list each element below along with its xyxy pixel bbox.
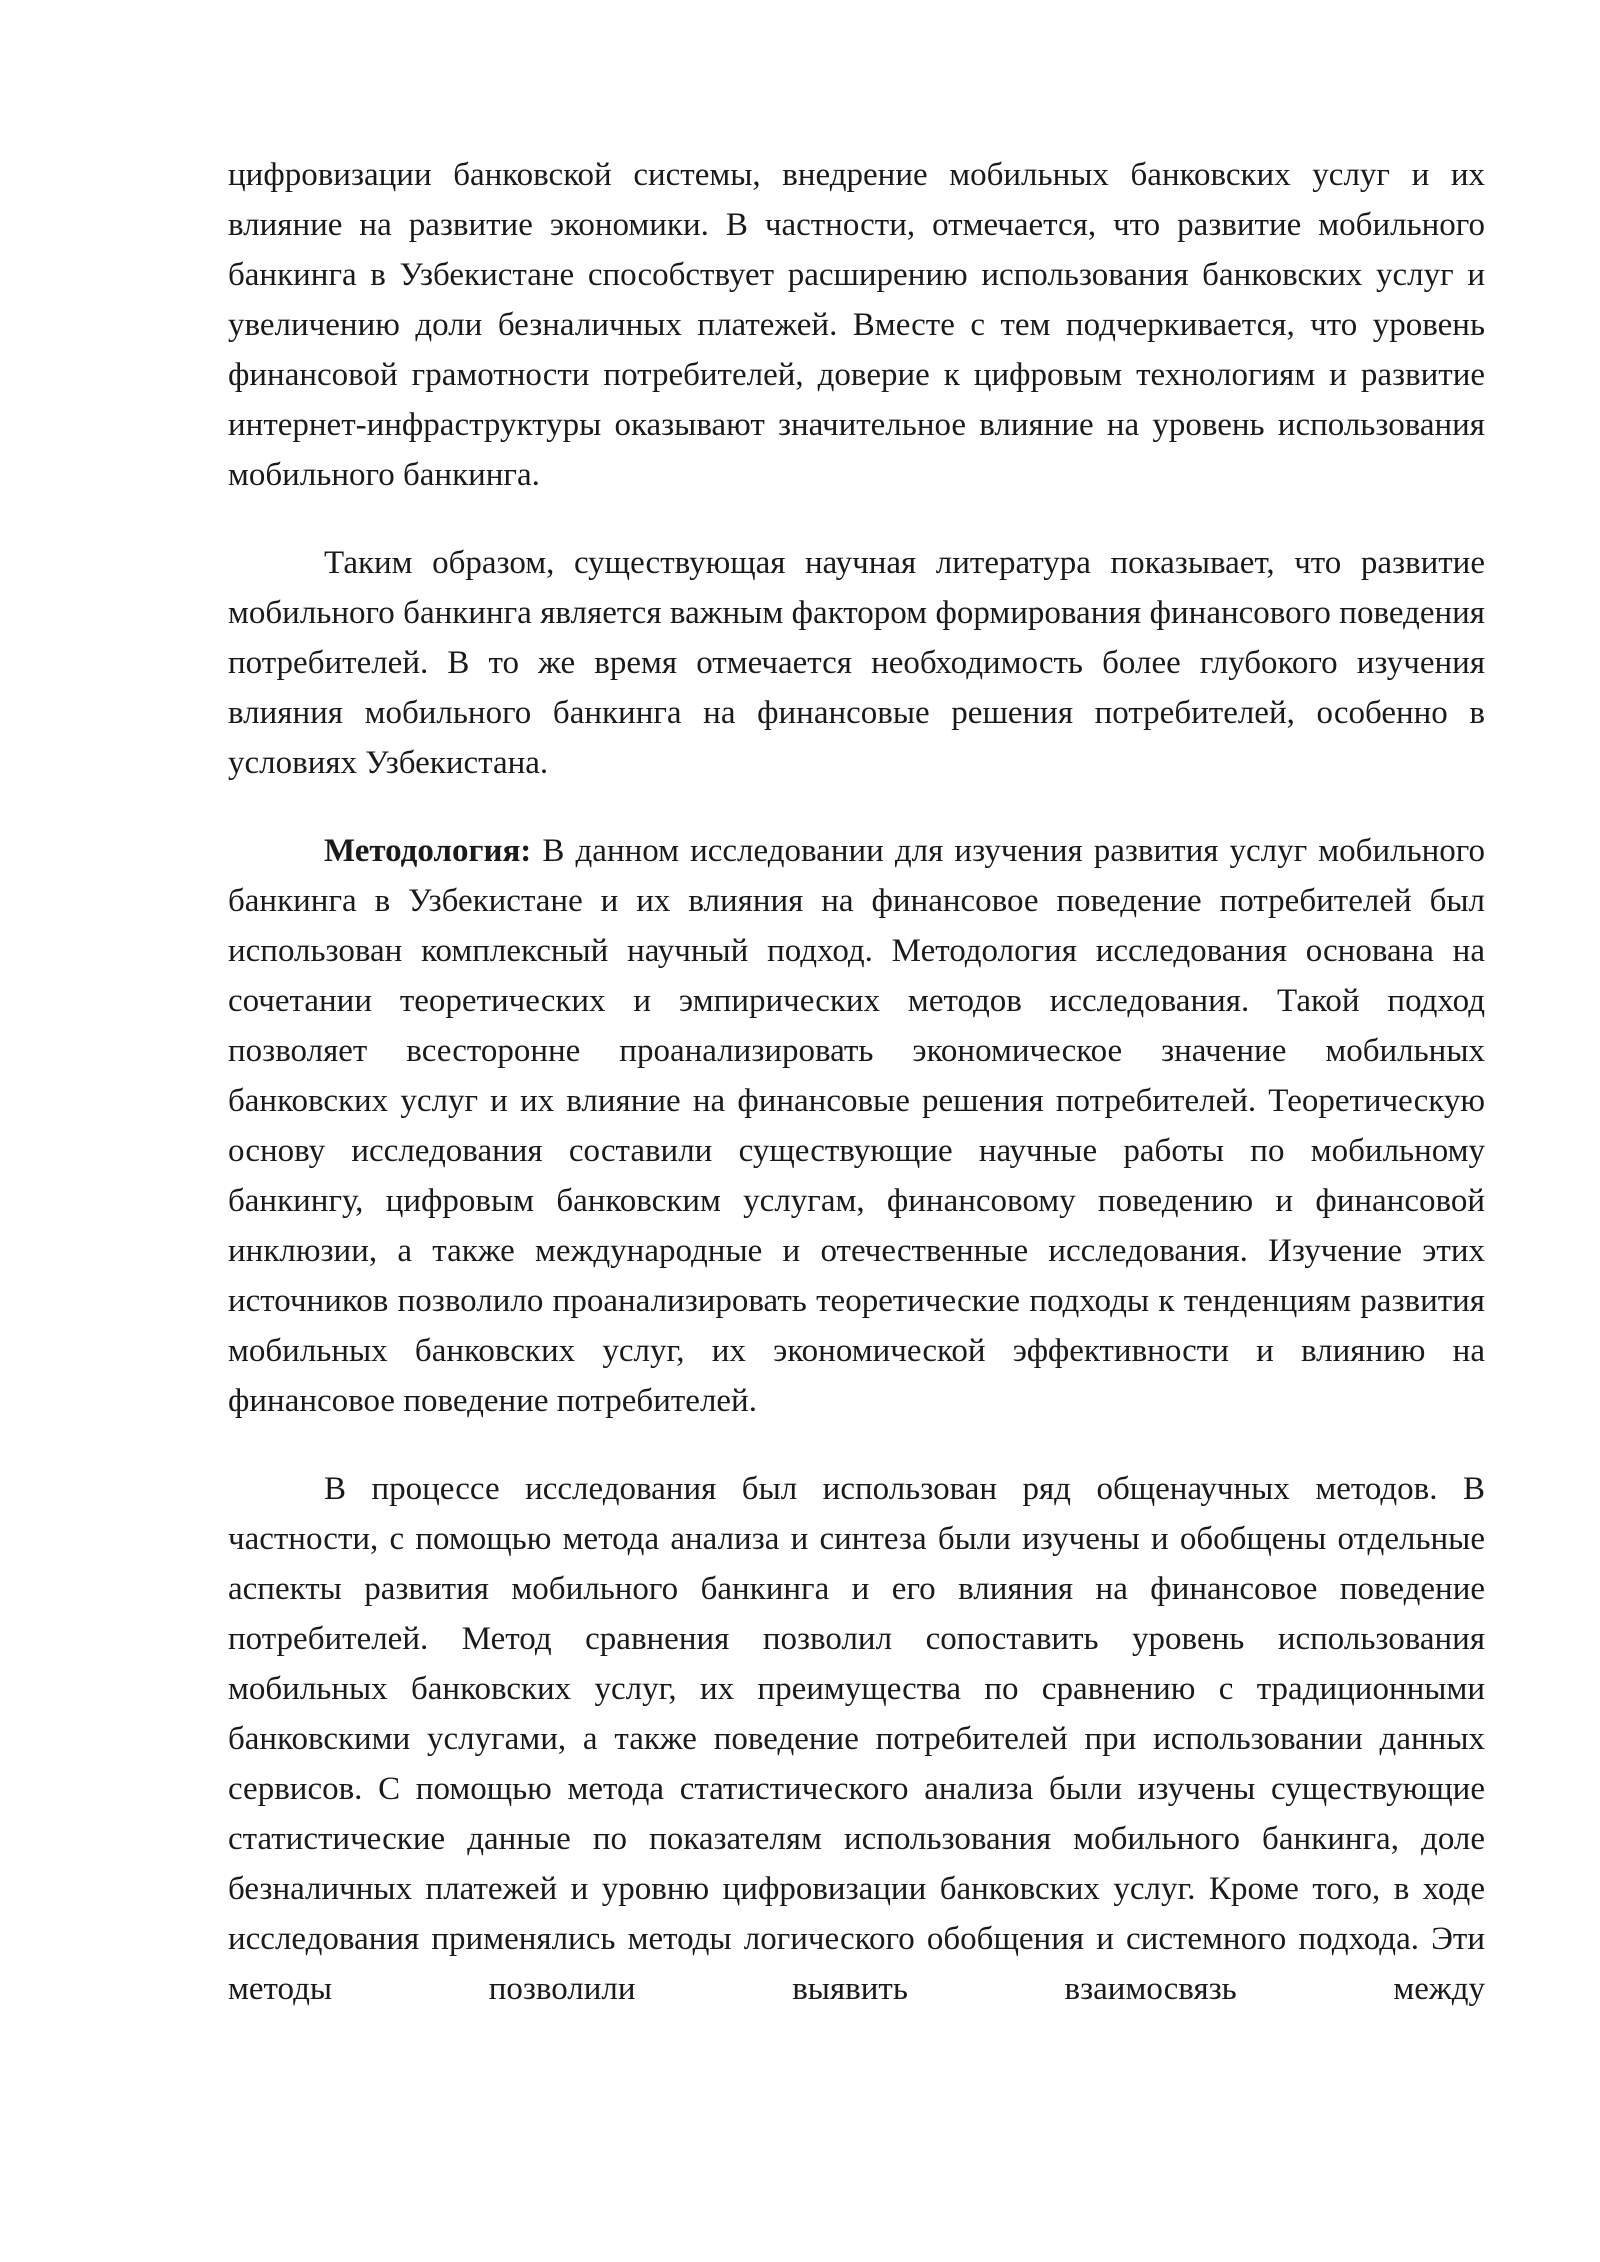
methodology-heading: Методология: xyxy=(324,833,532,869)
methodology-text: В данном исследовании для изучения развития услуг мобильного банкинга в Узбекистане и их влияния на финансовое поведение потребителей был использован комплексный научный подход. Методология исследования основана на сочетании теоретических и эмпирических методов исследования. Такой подход позволяет всесторонне проанализировать экономическое значение мобильных банковских услуг и их влияние на финансовые решения потребителей. Теоретическую основу исследования составили существующие научные работы по мобильному банкингу, цифровым банковским услугам, финансовому поведению и финансовой инклюзии, а также международные и отечественные исследования. Изучение этих источников позволило проанализировать теоретические подходы к тенденциям развития мобильных банковских услуг, их экономической эффективности и влиянию на финансовое поведение потребителей. xyxy=(228,833,1485,1419)
paragraph-research-methods: В процессе исследования был использован ряд общенаучных методов. В частности, с помощью метода анализа и синтеза были изучены и обобщены отдельные аспекты развития мобильного банкинга и его влияния на финансовое поведение потребителей. Метод сравнения позволил сопоставить уровень использования мобильных банковских услуг, их преимущества по сравнению с традиционными банковскими услугами, а также поведение потребителей при использовании данных сервисов. С помощью метода статистического анализа были изучены существующие статистические данные по показателям использования мобильного банкинга, доле безналичных платежей и уровню цифровизации банковских услуг. Кроме того, в ходе исследования применялись методы логического обобщения и системного подхода. Эти методы позволили выявить взаимосвязь между xyxy=(228,1471,1485,2007)
paragraph-methodology xyxy=(228,826,1485,1426)
paragraph-literature-summary: Таким образом, существующая научная литература показывает, что развитие мобильного банкинга является важным фактором формирования финансового поведения потребителей. В то же время отмечается необходимость более глубокого изучения влияния мобильного банкинга на финансовые решения потребителей, особенно в условиях Узбекистана. xyxy=(228,545,1485,781)
paragraph-literature-review-end: цифровизации банковской системы, внедрение мобильных банковских услуг и их влияние на развитие экономики. В частности, отмечается, что развитие мобильного банкинга в Узбекистане способствует расширению использования банковских услуг и увеличению доли безналичных платежей. Вместе с тем подчеркивается, что уровень финансовой грамотности потребителей, доверие к цифровым технологиям и развитие интернет-инфраструктуры оказывают значительное влияние на уровень использования мобильного банкинга. xyxy=(228,157,1485,493)
document-body xyxy=(228,150,1485,2014)
